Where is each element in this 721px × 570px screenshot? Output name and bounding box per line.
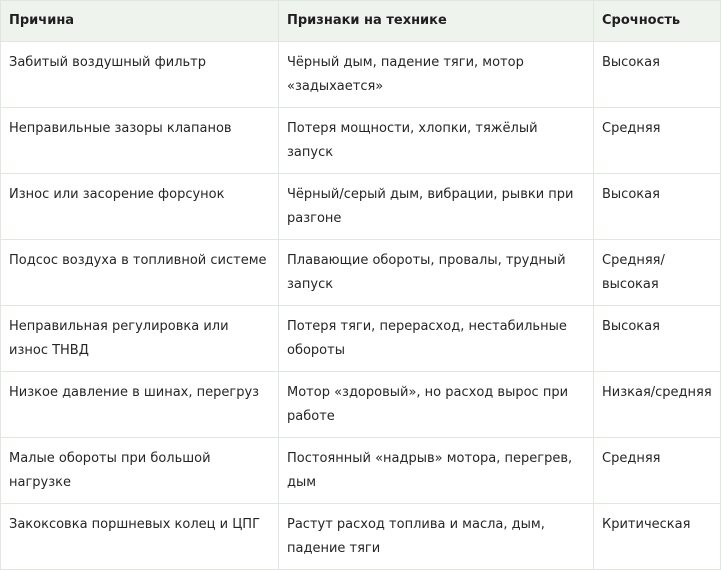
cell-symptoms: Растут расход топлива и масла, дым, падение тяги: [279, 504, 594, 570]
table-body: [1, 42, 721, 570]
cell-symptoms: Потеря тяги, перерасход, нестабильные обороты: [279, 306, 594, 372]
cell-cause: Малые обороты при большой нагрузке: [1, 438, 279, 504]
cell-cause: Износ или засорение форсунок: [1, 174, 279, 240]
cell-symptoms: Чёрный дым, падение тяги, мотор «задыхается»: [279, 42, 594, 108]
cell-cause: Закоксовка поршневых колец и ЦПГ: [1, 504, 279, 570]
cell-urgency: Средняя/ высокая: [594, 240, 721, 306]
cell-symptoms: Чёрный/серый дым, вибрации, рывки при разгоне: [279, 174, 594, 240]
table-row: [1, 306, 721, 372]
cell-urgency: Высокая: [594, 306, 721, 372]
table-row: [1, 174, 721, 240]
table-row: [1, 372, 721, 438]
cell-cause: Подсос воздуха в топливной системе: [1, 240, 279, 306]
cell-urgency: Критическая: [594, 504, 721, 570]
cell-symptoms: Потеря мощности, хлопки, тяжёлый запуск: [279, 108, 594, 174]
cell-cause: Неправильная регулировка или износ ТНВД: [1, 306, 279, 372]
table-row: [1, 42, 721, 108]
cell-symptoms: Постоянный «надрыв» мотора, перегрев, дым: [279, 438, 594, 504]
cell-urgency: Низкая/средняя: [594, 372, 721, 438]
table-row: [1, 240, 721, 306]
header-row: [1, 1, 721, 42]
cell-cause: Забитый воздушный фильтр: [1, 42, 279, 108]
table-header: [1, 1, 721, 42]
cell-urgency: Средняя: [594, 108, 721, 174]
cell-cause: Неправильные зазоры клапанов: [1, 108, 279, 174]
header-cause: Причина: [1, 1, 279, 42]
table-row: [1, 438, 721, 504]
table-row: [1, 108, 721, 174]
cell-urgency: Высокая: [594, 174, 721, 240]
cell-symptoms: Плавающие обороты, провалы, трудный запуск: [279, 240, 594, 306]
header-symptoms: Признаки на технике: [279, 1, 594, 42]
cell-urgency: Высокая: [594, 42, 721, 108]
header-urgency: Срочность: [594, 1, 721, 42]
table-row: [1, 504, 721, 570]
cell-symptoms: Мотор «здоровый», но расход вырос при работе: [279, 372, 594, 438]
cell-urgency: Средняя: [594, 438, 721, 504]
cell-cause: Низкое давление в шинах, перегруз: [1, 372, 279, 438]
